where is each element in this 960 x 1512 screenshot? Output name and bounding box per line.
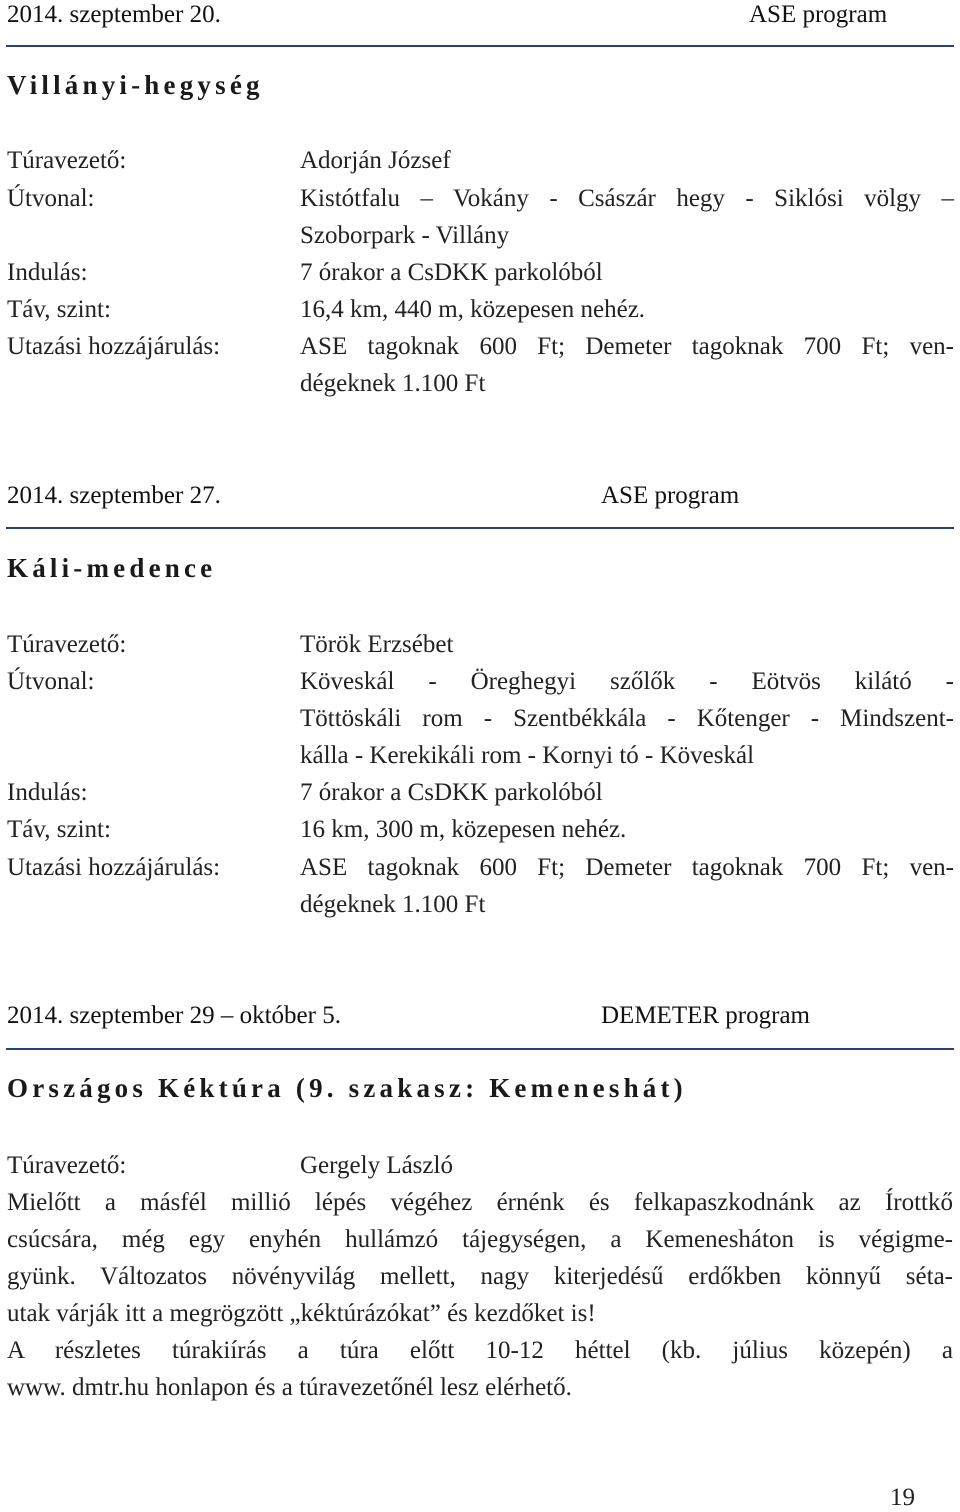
section-3-body-line-1: Mielőtt a másfél millió lépés végéhez érnénk és felkapaszkodnánk az Írottkő [7,1189,953,1216]
section-1-leader: Adorján József [300,147,451,174]
section-1-fee-line-1: ASE tagoknak 600 Ft; Demeter tagoknak 700 Ft; ven- [300,333,954,360]
section-2-route-line-3: kálla - Kerekikáli rom - Kornyi tó - Köveskál [300,742,755,769]
section-1-date: 2014. szeptember 20. [7,1,221,28]
section-2-date: 2014. szeptember 27. [7,482,221,509]
section-2-fee-label: Utazási hozzájárulás: [7,854,221,881]
section-1-start-label: Indulás: [7,259,88,286]
section-3-body-line-5: A részletes túrakiírás a túra előtt 10-12 héttel (kb. július közepén) a [7,1337,953,1364]
section-3-title: Országos Kéktúra (9. szakasz: Kemeneshát) [7,1073,687,1103]
section-2-dist: 16 km, 300 m, közepesen nehéz. [300,816,627,843]
section-1-route-line-2: Szoborpark - Villány [300,222,510,249]
section-2-title: Káli-medence [7,553,217,583]
section-1-dist-label: Táv, szint: [7,296,111,323]
section-3-body-line-4: utak várják itt a megrögzött „kéktúrázókat” és kezdőket is! [7,1300,596,1327]
section-2-leader-label: Túravezető: [7,631,127,658]
section-1-leader-label: Túravezető: [7,147,127,174]
section-2-program: ASE program [601,482,740,509]
section-3-body-line-3: gyünk. Változatos növényvilág mellett, nagy kiterjedésű erdőkben könnyű séta- [7,1263,953,1290]
section-2-route-label: Útvonal: [7,668,95,695]
section-1-route-line-1: Kistótfalu – Vokány - Császár hegy - Siklósi völgy – [300,185,954,212]
section-1-dist: 16,4 km, 440 m, közepesen nehéz. [300,296,646,323]
section-2-fee-line-1: ASE tagoknak 600 Ft; Demeter tagoknak 700 Ft; ven- [300,854,954,881]
page-number: 19 [890,1484,915,1511]
section-2-divider [6,527,954,529]
section-3-body-line-6: www. dmtr.hu honlapon és a túravezetőnél lesz elérhető. [7,1374,572,1401]
section-1-title: Villányi-hegység [7,70,264,100]
section-3-body-line-2: csúcsára, még egy enyhén hullámzó tájegységen, a Kemenesháton is végigme- [7,1226,953,1253]
section-3-divider [6,1048,954,1050]
section-2-fee-line-2: dégeknek 1.100 Ft [300,891,486,918]
section-1-route-label: Útvonal: [7,185,95,212]
section-1-fee-line-2: dégeknek 1.100 Ft [300,370,486,397]
section-1-fee-label: Utazási hozzájárulás: [7,333,221,360]
section-3-date: 2014. szeptember 29 – október 5. [7,1002,341,1029]
section-1-start: 7 órakor a CsDKK parkolóból [300,259,603,286]
section-2-route-line-1: Köveskál - Öreghegyi szőlők - Eötvös kilátó - [300,668,954,695]
section-2-dist-label: Táv, szint: [7,816,111,843]
section-2-start-label: Indulás: [7,779,88,806]
section-3-leader: Gergely László [300,1152,453,1179]
section-3-leader-label: Túravezető: [7,1152,127,1179]
section-1-program: ASE program [749,1,888,28]
section-2-route-line-2: Töttöskáli rom - Szentbékkála - Kőtenger - Mindszent- [300,705,954,732]
section-2-start: 7 órakor a CsDKK parkolóból [300,779,603,806]
section-3-program: DEMETER program [601,1002,810,1029]
section-2-leader: Török Erzsébet [300,631,454,658]
section-1-divider [6,45,954,47]
